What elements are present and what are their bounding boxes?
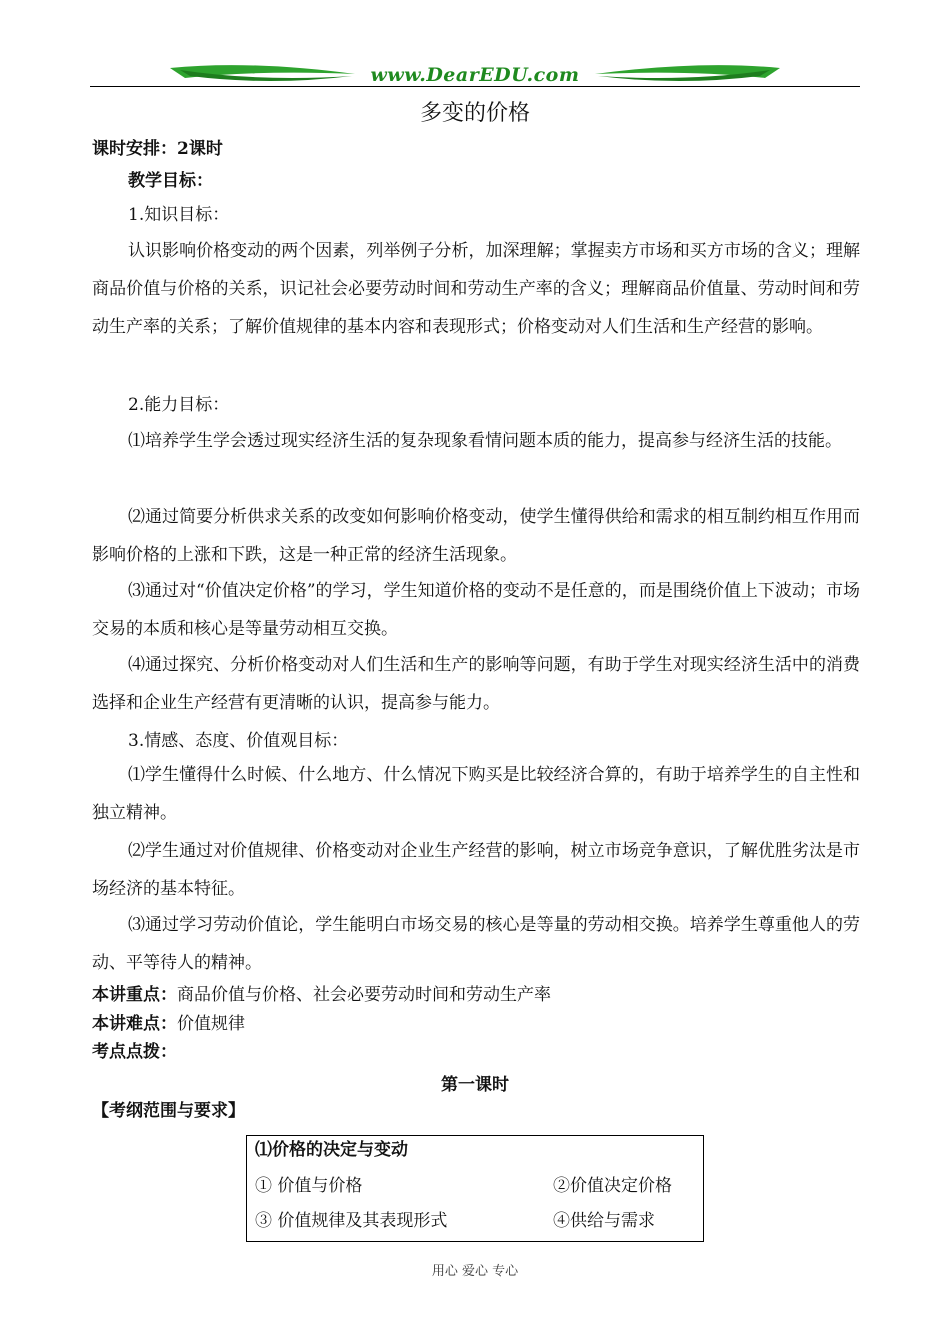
difficulty-label: 本讲难点： bbox=[92, 1014, 177, 1034]
header-divider bbox=[90, 86, 860, 87]
key-point-line bbox=[92, 984, 551, 1006]
ability-item: ⑶通过对“价值决定价格”的学习，学生知道价格的变动不是任意的，而是围绕价值上下波动；市场交易的本质和核心是等量劳动相互交换。 bbox=[92, 581, 860, 639]
exam-label: 考点点拨： bbox=[92, 1042, 177, 1062]
outline-item: ③ 价值规律及其表现形式 bbox=[255, 1211, 448, 1231]
emotion-item: ⑶通过学习劳动价值论，学生能明白市场交易的核心是等量的劳动相交换。培养学生尊重他人的劳动、平等待人的精神。 bbox=[92, 915, 860, 973]
difficulty-line bbox=[92, 1013, 245, 1035]
key-point-text: 商品价值与价格、社会必要劳动时间和劳动生产率 bbox=[177, 985, 551, 1005]
outline-item: ②价值决定价格 bbox=[553, 1176, 672, 1196]
page-footer: 用心 爱心 专心 bbox=[431, 1264, 519, 1279]
lesson-title: 第一课时 bbox=[441, 1075, 509, 1095]
ability-item: ⑷通过探究、分析价格变动对人们生活和生产的影响等问题，有助于学生对现实经济生活中的消费选择和企业生产经营有更清晰的认识，提高参与能力。 bbox=[92, 655, 860, 713]
emotion-heading: 3.情感、态度、价值观目标： bbox=[128, 731, 349, 751]
outline-heading: 【考纲范围与要求】 bbox=[92, 1101, 245, 1121]
outline-item: ④供给与需求 bbox=[553, 1211, 655, 1231]
knowledge-heading: 1.知识目标： bbox=[128, 205, 230, 225]
page-title: 多变的价格 bbox=[419, 101, 530, 126]
difficulty-text: 价值规律 bbox=[177, 1014, 245, 1034]
emotion-item: ⑴学生懂得什么时候、什么地方、什么情况下购买是比较经济合算的，有助于培养学生的自主性和独立精神。 bbox=[92, 765, 860, 823]
outline-box-heading: ⑴价格的决定与变动 bbox=[255, 1140, 408, 1160]
brand-logo-text: www.DearEDU.com bbox=[370, 64, 580, 86]
schedule-line: 课时安排：2课时 bbox=[92, 139, 223, 159]
key-point-label: 本讲重点： bbox=[92, 985, 177, 1005]
ability-heading: 2.能力目标： bbox=[128, 395, 230, 415]
outline-item: ① 价值与价格 bbox=[255, 1176, 363, 1196]
objectives-heading: 教学目标： bbox=[128, 171, 213, 191]
ability-item: ⑴培养学生学会透过现实经济生活的复杂现象看情问题本质的能力，提高参与经济生活的技能。 bbox=[128, 431, 842, 451]
knowledge-paragraph: 认识影响价格变动的两个因素，列举例子分析，加深理解；掌握卖方市场和买方市场的含义；理解商品价值与价格的关系，识记社会必要劳动时间和劳动生产率的含义；理解商品价值量、劳动时间和劳动生产率的关系；了解价值规律的基本内容和表现形式；价格变动对人们生活和生产经营的影响。 bbox=[92, 241, 860, 337]
ability-item: ⑵通过简要分析供求关系的改变如何影响价格变动，使学生懂得供给和需求的相互制约相互作用而影响价格的上涨和下跌，这是一种正常的经济生活现象。 bbox=[92, 507, 860, 565]
outline-box bbox=[246, 1135, 704, 1242]
emotion-item: ⑵学生通过对价值规律、价格变动对企业生产经营的影响，树立市场竞争意识，了解优胜劣汰是市场经济的基本特征。 bbox=[92, 841, 860, 899]
